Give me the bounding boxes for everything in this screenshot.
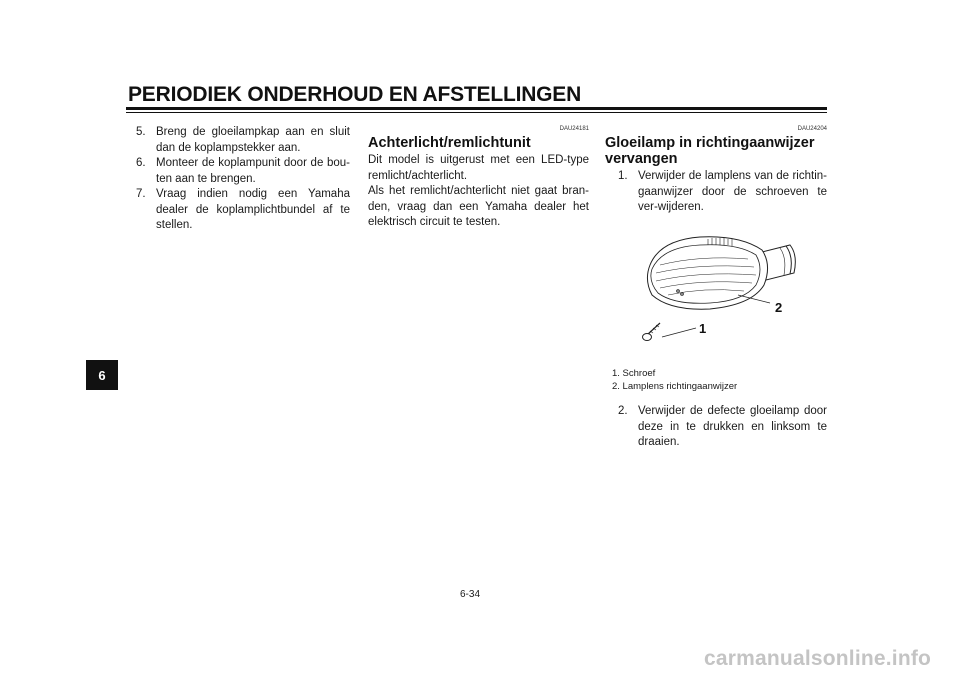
column-left xyxy=(136,125,350,234)
turn-signal-lens-illustration xyxy=(630,225,800,360)
step-number: 7. xyxy=(136,188,146,200)
header-rule-thin xyxy=(126,112,827,113)
header-rule xyxy=(126,107,827,110)
section-heading: Gloeilamp in richtingaanwijzer vervangen xyxy=(605,135,815,167)
step-number: 5. xyxy=(136,126,146,138)
figure-legend xyxy=(612,367,737,393)
step-2 xyxy=(618,404,827,451)
legend-item: 2. Lamplens richtingaanwijzer xyxy=(612,381,738,392)
callout-1: 1 xyxy=(699,321,707,336)
step-number: 6. xyxy=(136,157,146,169)
step-text: Vraag indien nodig een Yamaha dealer de koplamplichtbundel af te stellen. xyxy=(156,188,350,231)
step-text: Monteer de koplampunit door de bou-ten aan te brengen. xyxy=(156,157,350,185)
watermark: carmanualsonline.info xyxy=(704,647,932,670)
page-number: 6-34 xyxy=(459,589,480,600)
column-middle xyxy=(368,125,589,231)
step-number: 2. xyxy=(618,405,628,417)
page-header-title: PERIODIEK ONDERHOUD EN AFSTELLINGEN xyxy=(128,83,582,106)
callout-2: 2 xyxy=(775,300,783,315)
step-1 xyxy=(605,169,827,216)
step-number: 1. xyxy=(618,170,628,182)
step-7 xyxy=(136,187,350,234)
legend-item: 1. Schroef xyxy=(612,368,656,379)
paragraph: Als het remlicht/achterlicht niet gaat bran-den, vraag dan een Yamaha dealer het elektrisch circuit te testen. xyxy=(368,185,589,228)
step-text: Verwijder de lamplens van de richtin-gaanwijzer door de schroeven te ver-wijderen. xyxy=(638,170,827,213)
step-text: Breng de gloeilampkap aan en sluit dan de koplampstekker aan. xyxy=(156,126,350,154)
chapter-tab: 6 xyxy=(86,360,118,390)
step-text: Verwijder de defecte gloeilamp door deze in te drukken en linksom te draaien. xyxy=(638,405,827,448)
step-6 xyxy=(136,156,350,187)
column-right xyxy=(605,125,827,216)
section-code: DAU24181 xyxy=(559,126,589,132)
section-heading: Achterlicht/remlichtunit xyxy=(368,135,531,151)
section-code: DAU24204 xyxy=(797,126,827,132)
paragraph: Dit model is uitgerust met een LED-type remlicht/achterlicht. xyxy=(368,154,589,182)
step-5 xyxy=(136,125,350,156)
